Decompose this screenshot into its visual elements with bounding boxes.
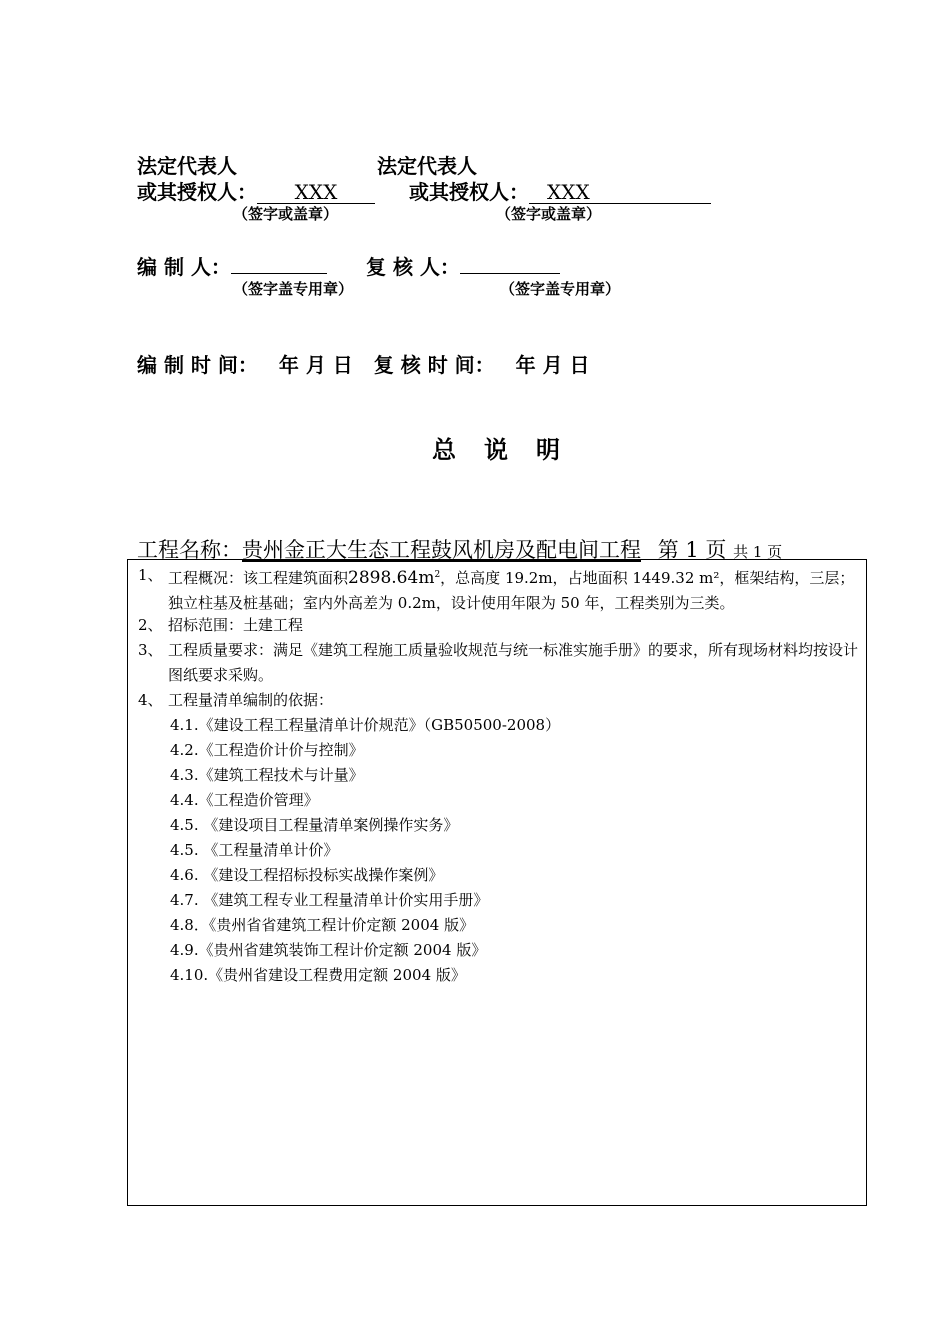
authorized-label-right: 或其授权人： <box>409 180 529 204</box>
compiler-label: 编 制 人： <box>137 255 231 279</box>
project-name: 贵州金正大生态工程鼓风机房及配电间工程 <box>242 538 641 562</box>
authorized-label-left: 或其授权人： <box>137 180 257 204</box>
compiler-row <box>137 251 327 280</box>
item-3-number: 3、 <box>138 641 163 659</box>
reference-item: 4.4.《工程造价管理》 <box>170 791 319 809</box>
reference-item: 4.5. 《建设项目工程量清单案例操作实务》 <box>170 816 459 834</box>
reference-item: 4.1.《建设工程工程量清单计价规范》（GB50500-2008） <box>170 716 561 734</box>
reviewer-label: 复 核 人： <box>366 255 460 279</box>
item-1-text-b: ，总高度 19.2m，占地面积 1449.32 m²，框架结构，三层；独立柱基及桩基础；室内外高差为 0.2m，设计使用年限为 50 年，工程类别为三类。 <box>168 569 855 612</box>
title-char-3: 明 <box>536 436 560 464</box>
reference-item: 4.7. 《建筑工程专业工程量清单计价实用手册》 <box>170 891 489 909</box>
page-title <box>418 430 574 465</box>
reference-item: 4.3.《建筑工程技术与计量》 <box>170 766 364 784</box>
item-4-number: 4、 <box>138 691 163 709</box>
legal-rep-label-left: 法定代表人 <box>137 154 237 178</box>
project-label: 工程名称： <box>137 538 242 562</box>
compile-date: 年 月 日 <box>278 353 353 377</box>
reference-item: 4.6. 《建设工程招标投标实战操作案例》 <box>170 866 444 884</box>
time-row <box>137 349 590 378</box>
seal-note-right: （签字盖专用章） <box>500 280 621 298</box>
authorized-row-left <box>137 176 375 205</box>
reference-item: 4.8．《贵州省省建筑工程计价定额 2004 版》 <box>170 916 475 934</box>
reference-item: 4.5. 《工程量清单计价》 <box>170 841 339 859</box>
title-char-2: 说 <box>484 436 508 464</box>
sign-note-left: （签字或盖章） <box>233 205 339 223</box>
item-2-number: 2、 <box>138 616 163 634</box>
item-4-text: 工程量清单编制的依据： <box>168 691 334 709</box>
compiler-field <box>231 273 327 274</box>
compile-time-label: 编 制 时 间： <box>137 353 258 377</box>
legal-rep-label-right: 法定代表人 <box>377 154 477 178</box>
item-1-sup: 2 <box>434 570 441 580</box>
item-1-number: 1、 <box>138 566 163 584</box>
right-name-field: XXX <box>529 181 711 204</box>
reference-item: 4.10.《贵州省建设工程费用定额 2004 版》 <box>170 966 466 984</box>
review-date: 年 月 日 <box>515 353 590 377</box>
authorized-row-right <box>409 176 711 205</box>
reference-item: 4.2.《工程造价计价与控制》 <box>170 741 364 759</box>
page-number: 第 1 页 <box>657 538 727 562</box>
review-time-label: 复 核 时 间： <box>373 353 495 377</box>
item-1-text <box>168 563 868 616</box>
reference-item: 4.9.《贵州省建筑装饰工程计价定额 2004 版》 <box>170 941 487 959</box>
description-box <box>127 559 867 1206</box>
reviewer-field <box>460 273 560 274</box>
item-1-text-a: 工程概况：该工程建筑面积 <box>168 569 349 587</box>
seal-note-left: （签字盖专用章） <box>233 280 354 298</box>
page-total: 共 1 页 <box>733 543 783 561</box>
reviewer-row <box>366 251 560 280</box>
item-2-text: 招标范围：土建工程 <box>168 616 304 634</box>
item-3-text: 工程质量要求：满足《建筑工程施工质量验收规范与统一标准实施手册》的要求，所有现场材料均按设计图纸要求采购。 <box>168 641 859 684</box>
left-name-field: XXX <box>257 181 375 204</box>
sign-note-right: （签字或盖章） <box>496 205 602 223</box>
title-char-1: 总 <box>432 436 456 464</box>
item-1-area: 2898.64m <box>348 568 435 588</box>
